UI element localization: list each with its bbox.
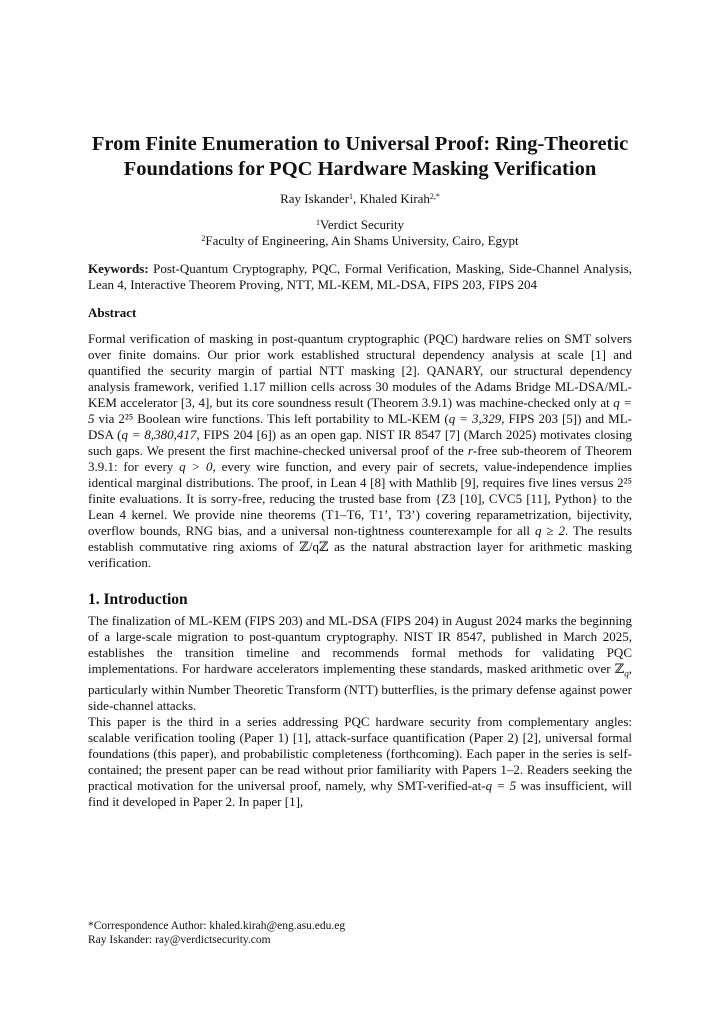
math-inline: ℤ [614, 661, 625, 676]
math-inline: q = 8,380,417 [121, 427, 197, 442]
affiliation-sup: 1 [315, 218, 320, 227]
author-name: Khaled Kirah [359, 191, 430, 206]
math-inline: q = 3,329 [448, 411, 502, 426]
abstract-text: Boolean wire functions. This left portability to ML-KEM ( [133, 411, 449, 426]
author-email-footnote: Ray Iskander: ray@verdictsecurity.com [88, 934, 271, 946]
intro-text: was insufficient, will find it developed in Paper 2. In paper [1], [88, 777, 632, 809]
affiliation-text: Faculty of Engineering, Ain Shams University, Cairo, Egypt [205, 233, 519, 248]
math-inline: 2²⁵ [118, 411, 134, 426]
keywords-label: Keywords: [88, 261, 149, 276]
author-sup: 1 [349, 192, 354, 201]
affiliation [88, 233, 632, 249]
intro-paragraph [88, 613, 632, 714]
abstract-body [88, 331, 632, 571]
abstract-text: , every wire function, and every pair of secrets, value-independence implies identical marginal distributions. The proof, in Lean 4 [8] with Mathlib [9], requires five lines versus [88, 459, 633, 490]
math-inline: q = 5 [88, 395, 632, 426]
abstract-text: Formal verification of masking in post-quantum cryptographic (PQC) hardware relies on SMT solvers over finite domains. Our prior work established structural dependency analysis at scale [1] and quantified the security margin of partial NTT masking [2]. QANARY, our structural dependency analysis framework, verified 1.17 million cells across 30 modules of the Adams Bridge ML-DSA/ML-KEM accelerator [3, 4], but its core soundness result (Theorem 3.9.1) was machine-checked only at [88, 331, 632, 410]
math-inline: r [467, 443, 473, 458]
math-inline: ℤ/qℤ [299, 539, 329, 554]
affiliation-text: Verdict Security [319, 217, 405, 232]
abstract-text: finite evaluations. It is sorry-free, reducing the trusted base from {Z3 [10], CVC5 [11], Python} to the Lean 4 kernel. We provide nine theorems (T1–T6, T1’, T3’) covering reparametrization, bijectivity, overflow bounds, RNG bias, and a universal non-tightness counterexample for all [88, 491, 632, 538]
correspondence-footnote: *Correspondence Author: khaled.kirah@eng.asu.edu.eg [88, 920, 346, 932]
abstract-text: as the natural abstraction layer for arithmetic masking verification. [88, 539, 633, 570]
abstract-text: , FIPS 203 [5]) and ML-DSA ( [88, 411, 632, 442]
keywords [88, 261, 632, 293]
math-inline: q ≥ 2 [534, 523, 565, 538]
keywords-text: Post-Quantum Cryptography, PQC, Formal Verification, Masking, Side-Channel Analysis, Lean 4, Interactive Theorem Proving, NTT, ML-KEM, ML-DSA, FIPS 203, FIPS 204 [88, 261, 633, 292]
math-inline: q = 5 [485, 777, 517, 793]
intro-text: The finalization of ML-KEM (FIPS 203) and ML-DSA (FIPS 204) in August 2024 marks the beginning of a large-scale migration to post-quantum cryptography. NIST IR 8547, published in March 2025, establishes the transition timeline and recommends formal methods for validating PQC implementations. For hardware accelerators implementing these standards, masked arithmetic over [88, 613, 632, 676]
intro-text: This paper is the third in a series addressing PQC hardware security from complementary angles: scalable verification tooling (Paper 1) [1], attack-surface quantification (Paper 2) [2], universal formal foundations (this paper), and probabilistic completeness (forthcoming). Each paper in the series is self-contained; the present paper can be read without prior familiarity with Papers 1–2. Readers seeking the practical motivation for the universal proof, namely, why SMT-verified-at- [88, 713, 632, 793]
intro-text: , particularly within Number Theoretic Transform (NTT) butterflies, is the primary defense against power side-channel attacks. [88, 661, 632, 713]
author-name: Ray Iskander [280, 191, 350, 206]
math-inline: q > 0 [179, 459, 213, 474]
author-list: Ray Iskander$^1$, Khaled Kirah$^{2,*}$ [280, 191, 440, 206]
math-inline: 2²⁵ [617, 475, 632, 490]
affiliation [88, 217, 632, 233]
author-sup: 2,* [429, 192, 440, 201]
abstract-text: -free sub-theorem of Theorem 3.9.1: for every [88, 443, 633, 474]
affiliation-sup: 2 [201, 234, 206, 243]
section-heading: 1. Introduction [88, 591, 188, 608]
abstract-heading: Abstract [88, 305, 137, 320]
intro-paragraph [88, 714, 632, 810]
math-subscript: q [624, 668, 629, 679]
abstract-text: , FIPS 204 [6]) as an open gap. NIST IR 8547 [7] (March 2025) motivates closing such gaps. We present the first machine-checked universal proof of the [88, 427, 632, 458]
abstract-text: . The results establish commutative ring axioms of [88, 523, 633, 554]
abstract-text: via [94, 411, 119, 426]
paper-page [88, 132, 632, 810]
paper-title: From Finite Enumeration to Universal Proof: Ring-Theoretic Foundations for PQC Hardware Masking Verification [91, 133, 629, 180]
footnotes [88, 919, 345, 947]
